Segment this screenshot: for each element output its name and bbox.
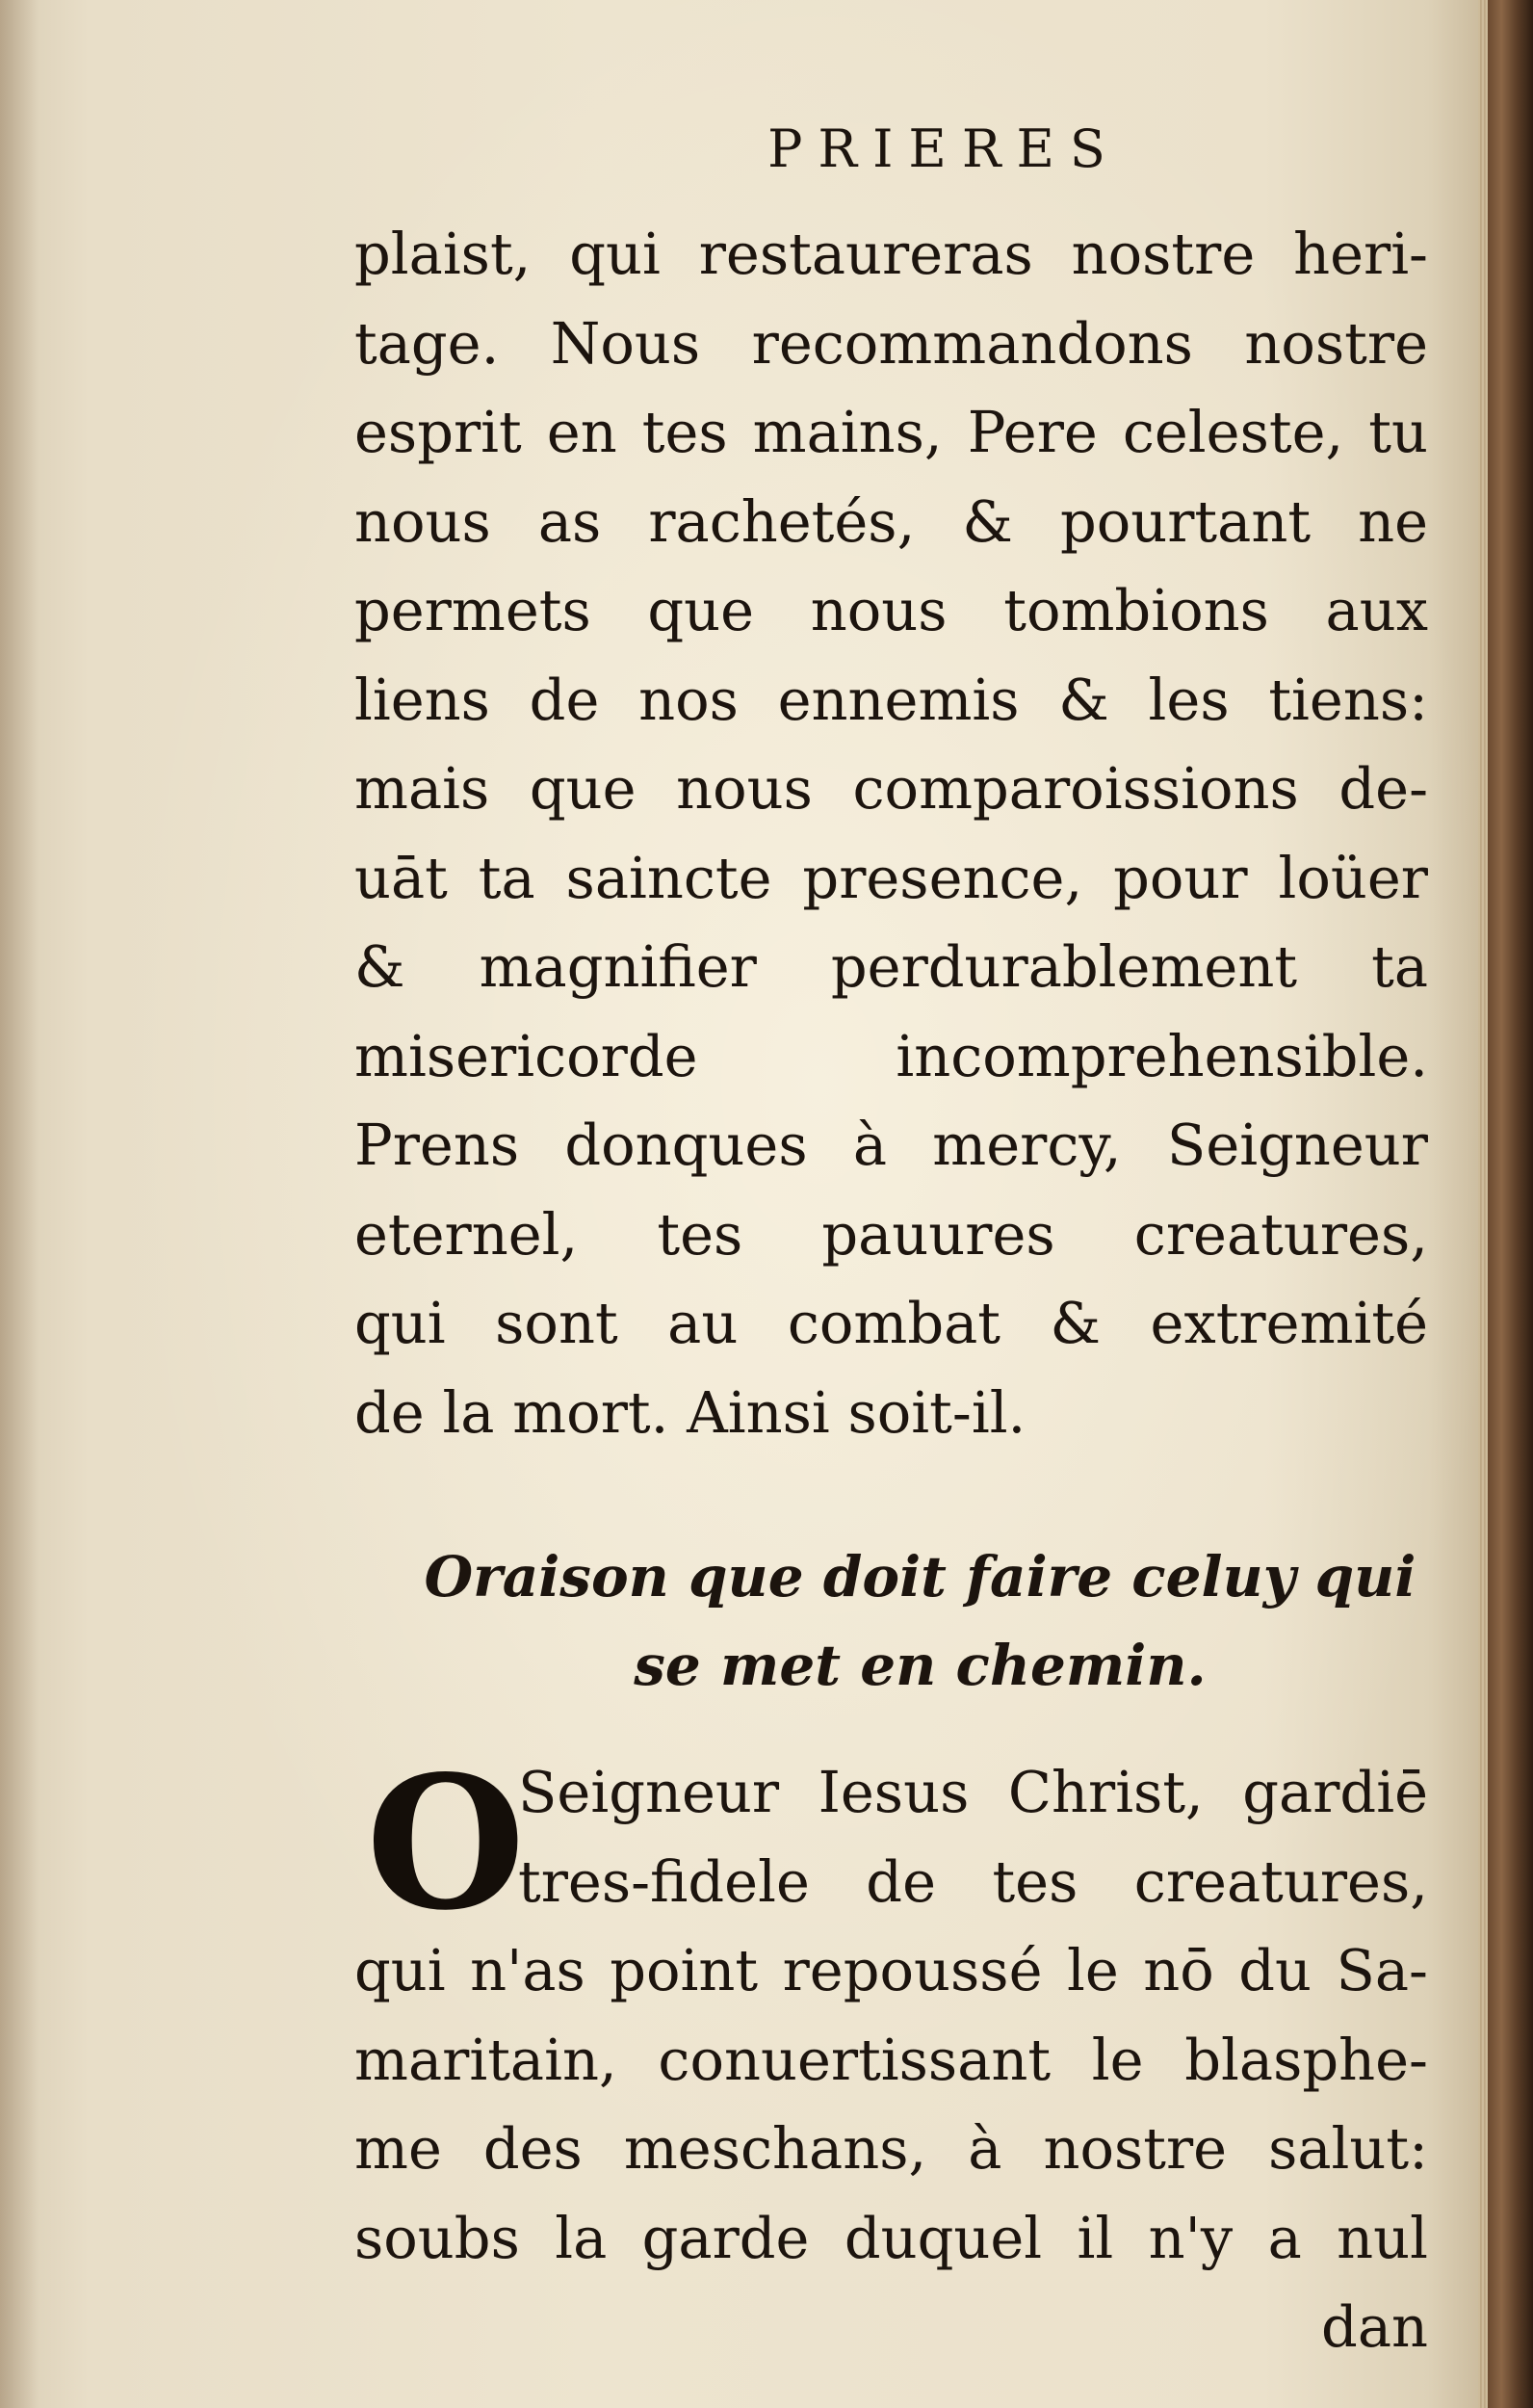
- text-line: qui sont au combat & extremité: [354, 1290, 1428, 1356]
- paragraph-2: [354, 1736, 1428, 2283]
- text-line: uāt ta saincte presence, pour loüer: [354, 844, 1428, 911]
- text-line: & magnifier perdurablement ta: [354, 933, 1428, 1000]
- text-line: qui n'as point repoussé le nō du Sa-: [354, 1937, 1428, 2003]
- text-line: mais que nous comparoissions de-: [354, 755, 1428, 822]
- paragraph-1: [354, 210, 1428, 1457]
- text-line: soubs la garde duquel il n'y a nul: [354, 2204, 1428, 2271]
- text-line: tres-fidele de tes creatures,: [518, 1847, 1428, 1915]
- drop-cap: O: [366, 1736, 526, 1950]
- running-head: PRIERES: [767, 118, 1121, 179]
- text-line: de la mort. Ainsi soit-il.: [354, 1378, 1026, 1446]
- catchword: dan: [1321, 2293, 1428, 2360]
- text-line: eternel, tes pauures creatures,: [354, 1200, 1428, 1268]
- section-heading: [354, 1532, 1428, 1710]
- text-line: Seigneur Iesus Christ, gardiē: [518, 1759, 1428, 1825]
- text-line: permets que nous tombions aux: [354, 577, 1428, 643]
- text-line: Prens donques à mercy, Seigneur: [354, 1112, 1428, 1178]
- text-line: me des meschans, à nostre salut:: [354, 2115, 1428, 2182]
- text-block: [354, 116, 1428, 2372]
- text-line: plaist, qui restaureras nostre heri-: [354, 221, 1428, 287]
- heading-line: Oraison que doit faire celuy qui: [424, 1544, 1416, 1610]
- text-line: liens de nos ennemis & les tiens:: [354, 666, 1428, 733]
- gutter-shadow: [0, 0, 39, 2408]
- text-line: nous as rachetés, & pourtant ne: [354, 487, 1428, 555]
- text-line: tage. Nous recommandons nostre: [354, 309, 1428, 377]
- text-line: maritain, conuertissant le blasphe-: [354, 2026, 1428, 2093]
- heading-line: se met en chemin.: [634, 1633, 1207, 1698]
- text-line: esprit en tes mains, Pere celeste, tu: [354, 399, 1428, 465]
- book-cover-edge: [1488, 0, 1533, 2408]
- text-line: misericorde incomprehensible.: [354, 1022, 1428, 1089]
